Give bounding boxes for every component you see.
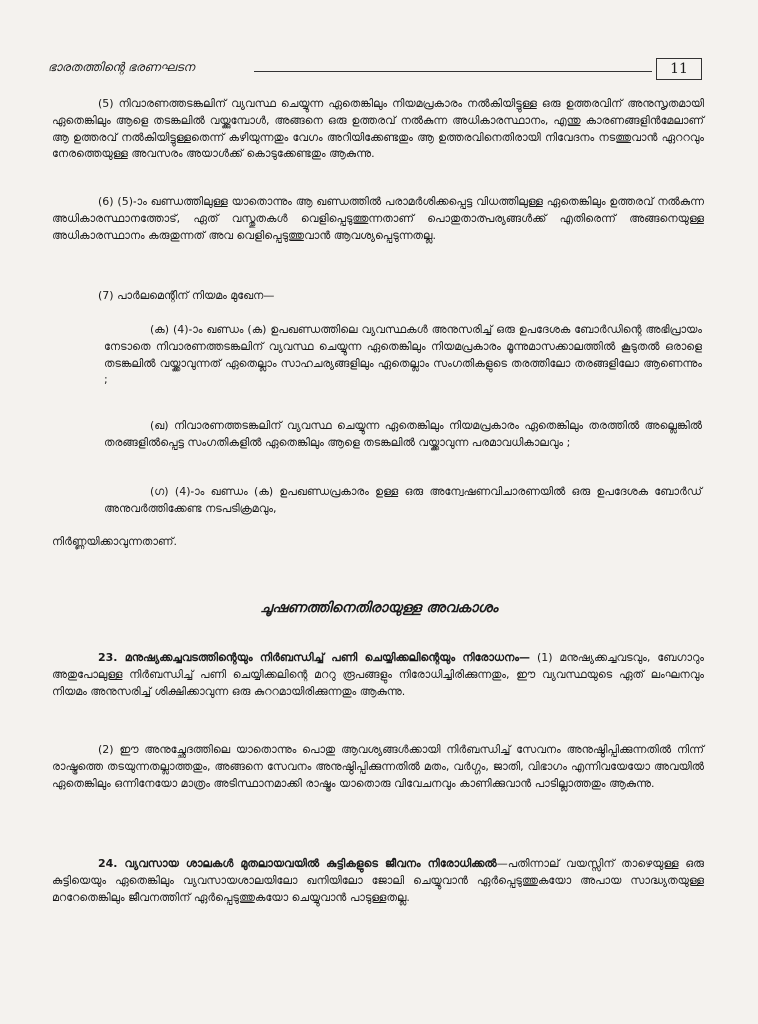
page-number: 11: [656, 58, 702, 80]
article-23-clause-2-block: [52, 742, 704, 792]
header-title: ഭാരതത്തിന്റെ ഭരണഘടന: [48, 60, 195, 74]
article-24-title: 24. വ്യവസായ ശാലകൾ മുതലായവയിൽ കുട്ടികളുടെ ജീവനം നിരോധിക്കൽ: [98, 857, 497, 870]
subclause-ka: [104, 322, 702, 389]
paragraph-clause-5: [52, 96, 704, 163]
clause-7-text: (7) പാർലമെന്റിന് നിയമം മുഖേന—: [98, 289, 275, 302]
clause-6-text: (6) (5)-ാം ഖണ്ഡത്തിലുള്ള യാതൊന്നും ആ ഖണ്ഡത്തിൽ പരാമർശിക്കപ്പെട്ട വിധത്തിലുള്ള ഏതെങ്കിലും ഉത്തരവ് നൽകുന്ന അധികാരസ്ഥാനത്തോട്, ഏത് വസ്തുതകൾ വെളിപ്പെടുത്തുന്നതാണ് പൊതുതാത്പര്യങ്ങൾക്ക് എതിരെന്ന് അങ്ങനെയുള്ള അധികാരസ്ഥാനം കരുതുന്നത് അവ വെളിപ്പെടുത്തുവാൻ ആവശ്യപ്പെടുന്നതല്ല.: [52, 195, 704, 242]
subclause-ga: [104, 484, 702, 518]
subclause-ka-text: (ക) (4)-ാം ഖണ്ഡം (ക) ഉപഖണ്ഡത്തിലെ വ്യവസ്ഥകൾ അനുസരിച്ച് ഒരു ഉപദേശക ബോർഡിന്റെ അഭിപ്രായം നേടാതെ നിവാരണത്തടങ്കലിന് വ്യവസ്ഥ ചെയ്യുന്ന ഏതെങ്കിലും നിയമപ്രകാരം മൂന്നുമാസക്കാലത്തിൽ കൂടുതൽ ഒരാളെ തടങ്കലിൽ വയ്ക്കാവുന്നത് ഏതെല്ലാം സാഹചര്യങ്ങളിലും ഏതെല്ലാം സംഗതികളുടെ തരത്തിലോ തരങ്ങളിലോ ആണെന്നും ;: [104, 323, 702, 387]
article-23-clause-1: (1) മനുഷ്യക്കച്ചവടവും, ബേഗാറും അതുപോലുള്ള നിർബന്ധിച്ച് പണി ചെയ്യിക്കലിന്റെ മററു രൂപങ്ങളും നിരോധിച്ചിരിക്കുന്നതും, ഈ വ്യവസ്ഥയുടെ ഏത് ലംഘനവും നിയമം അനുസരിച്ച് ശിക്ഷിക്കാവുന്ന ഒരു കുററമായിരിക്കുന്നതും ആകുന്നു.: [52, 651, 704, 698]
running-header: [48, 58, 708, 80]
paragraph-clause-7: [52, 288, 704, 305]
paragraph-clause-6: [52, 194, 704, 244]
subclause-kha-text: (ഖ) നിവാരണത്തടങ്കലിന് വ്യവസ്ഥ ചെയ്യുന്ന ഏതെങ്കിലും നിയമപ്രകാരം ഏതെങ്കിലും തരത്തിൽ അല്ലെങ്കിൽ തരങ്ങളിൽപ്പെട്ട സംഗതികളിൽ ഏതെങ്കിലും ആളെ തടങ്കലിൽ വയ്ക്കാവുന്ന പരമാവധികാലവും ;: [104, 419, 702, 449]
article-24: [52, 856, 704, 906]
article-23: [52, 650, 704, 700]
article-23-title: 23. മനുഷ്യക്കച്ചവടത്തിന്റെയും നിർബന്ധിച്ച് പണി ചെയ്യിക്കലിന്റെയും നിരോധനം—: [98, 651, 530, 664]
subclause-kha: [104, 418, 702, 452]
header-rule: [254, 71, 652, 72]
clause-7-ending: [52, 534, 704, 551]
section-heading: ചൂഷണത്തിനെതിരായുള്ള അവകാശം: [260, 600, 498, 616]
article-24-text: —പതിന്നാല് വയസ്സിന് താഴെയുള്ള ഒരു കുട്ടിയെയും ഏതെങ്കിലും വ്യവസായശാലയിലോ ഖനിയിലോ ജോലി ചെയ്യുവാൻ ഏർപ്പെടുത്തുകയോ അപായ സാദ്ധ്യതയുള്ള മററേതെങ്കിലും ജീവനത്തിന് ഏർപ്പെടുത്തുകയോ ചെയ്യുവാൻ പാടുള്ളതല്ല.: [52, 857, 704, 904]
subclause-ga-text: (ഗ) (4)-ാം ഖണ്ഡം (ക) ഉപഖണ്ഡപ്രകാരം ഉള്ള ഒരു അന്വേഷണവിചാരണയിൽ ഒരു ഉപദേശക ബോർഡ് അനുവർത്തിക്കേണ്ട നടപടിക്രമവും,: [104, 485, 702, 515]
clause-7-ending-text: നിർണ്ണയിക്കാവുന്നതാണ്.: [52, 535, 177, 548]
article-23-clause-2: (2) ഈ അനുച്ഛേദത്തിലെ യാതൊന്നും പൊതു ആവശ്യങ്ങൾക്കായി നിർബന്ധിച്ച് സേവനം അനുഷ്ഠിപ്പിക്കുന്നതിൽ നിന്ന് രാഷ്ട്രത്തെ തടയുന്നതല്ലാത്തതും, അങ്ങനെ സേവനം അനുഷ്ഠിപ്പിക്കുന്നതിൽ മതം, വർഗ്ഗം, ജാതി, വിഭാഗം എന്നിവയേയോ അവയിൽ ഏതെങ്കിലും ഒന്നിനേയോ മാത്രം അടിസ്ഥാനമാക്കി രാഷ്ട്രം യാതൊരു വിവേചനവും കാണിക്കുവാൻ പാടില്ലാത്തതും ആകുന്നു.: [52, 743, 704, 790]
clause-5-text: (5) നിവാരണത്തടങ്കലിന് വ്യവസ്ഥ ചെയ്യുന്ന ഏതെങ്കിലും നിയമപ്രകാരം നൽകിയിട്ടുള്ള ഒരു ഉത്തരവിന് അനുസൃതമായി ഏതെങ്കിലും ആളെ തടങ്കലിൽ വയ്ക്കുമ്പോൾ, അങ്ങനെ ഒരു ഉത്തരവ് നൽകുന്ന അധികാരസ്ഥാനം, എന്തു കാരണങ്ങളിൻമേലാണ് ആ ഉത്തരവ് നൽകിയിട്ടുള്ളതെന്ന് കഴിയുന്നതും വേഗം അറിയിക്കേണ്ടതും ആ ഉത്തരവിനെതിരായി നിവേദനം നടത്തുവാൻ ഏററവും നേരത്തെയുള്ള അവസരം അയാൾക്ക് കൊടുക്കേണ്ടതും ആകുന്നു.: [52, 97, 704, 161]
